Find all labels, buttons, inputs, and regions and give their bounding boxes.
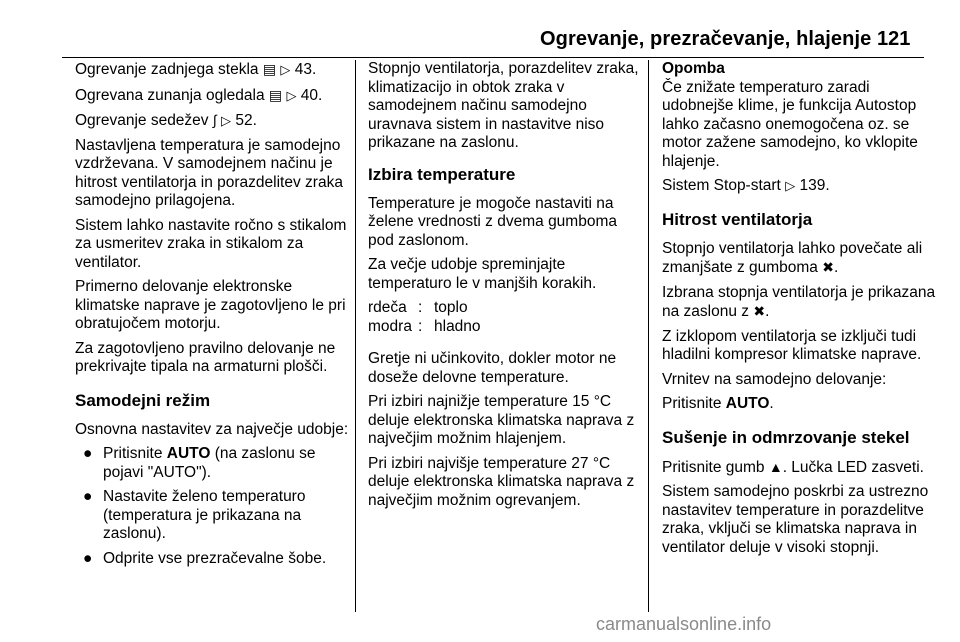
stop-start-ref: Sistem Stop-start ▷ 139. <box>662 177 830 194</box>
page-ref-arrow-icon: ▷ <box>286 87 297 103</box>
rear-window-heat-ref: Ogrevanje zadnjega stekla ▤ ▷ 43. <box>75 61 317 78</box>
paragraph-press-auto: Pritisnite AUTO. <box>662 395 774 412</box>
paragraph-auto-defrost: Sistem samodejno poskrbi za ustrezno nastavitev temperature in porazdelitve zraka, vključi se klimatska naprava in ventilator deluje v visoki stopnji. <box>662 483 929 556</box>
watermark: carmanualsonline.info <box>596 614 772 634</box>
paragraph-min-temperature: Pri izbiri najnižje temperature 15 °C deluje elektronska klimatska naprava z največjim možnim hlajenjem. <box>368 393 635 447</box>
list-item: ● Odprite vse prezračevalne šobe. <box>83 549 327 567</box>
paragraph-sensor: Za zagotovljeno pravilno delovanje ne prekrivajte tipala na armaturni plošči. <box>75 339 336 375</box>
bullet-icon: ● <box>83 549 93 567</box>
page-ref-arrow-icon: ▷ <box>785 178 796 193</box>
rear-window-heat-icon: ▤ <box>262 61 277 77</box>
heading-defrost: Sušenje in odmrzovanje stekel <box>662 427 910 447</box>
mirror-heat-ref: Ogrevana zunanja ogledala ▤ ▷ 40. <box>75 86 323 104</box>
paragraph-temperature: Nastavljena temperatura je samodejno vzdrževana. V samodejnem načinu je hitrost ventilatorja in porazdelitev zraka samodejno prilagojena. <box>75 136 343 209</box>
note-title: Opomba <box>662 60 725 77</box>
page-header <box>0 0 960 56</box>
paragraph-return-auto: Vrnitev na samodejno delovanje: <box>662 370 887 388</box>
paragraph-temperature-buttons: Temperature je mogoče nastaviti na želene vrednosti z dvema gumboma pod zaslonom. <box>368 194 617 249</box>
paragraph-fan-buttons: Stopnjo ventilatorja lahko povečate ali zmanjšate z gumboma ✖. <box>662 239 923 276</box>
column-divider-2 <box>648 60 649 612</box>
heading-fan-speed: Hitrost ventilatorja <box>662 209 813 229</box>
page-number: 121 <box>877 28 911 50</box>
note-text: Če znižate temperaturo zaradi udobnejše klime, je funkcija Autostop lahko začasno onemogočena oz. se motor zažene samodejno, ko vklopite hlajenje. <box>662 78 918 170</box>
mirror-heat-icon: ▤ <box>268 86 283 103</box>
heading-temperature-select: Izbira temperature <box>368 164 516 184</box>
table-row: modra : hladno <box>368 317 481 335</box>
page-ref-arrow-icon: ▷ <box>221 113 232 128</box>
paragraph-basic-setting: Osnovna nastavitev za največje udobje: <box>75 420 349 438</box>
fan-icon: ✖ <box>822 259 834 275</box>
windscreen-defrost-icon: ▲ <box>768 458 783 475</box>
page-title: Ogrevanje, prezračevanje, hlajenje <box>540 28 872 50</box>
seat-heat-ref: Ogrevanje sedežev ∫ ▷ 52. <box>75 112 257 129</box>
column-3 <box>662 60 937 563</box>
paragraph-press-defrost: Pritisnite gumb ▲. Lučka LED zasveti. <box>662 458 924 476</box>
bullet-icon: ● <box>83 488 93 505</box>
heading-auto-mode: Samodejni režim <box>75 390 211 410</box>
fan-icon: ✖ <box>753 303 766 319</box>
seat-heat-icon: ∫ <box>212 112 217 128</box>
column-1 <box>75 60 350 574</box>
column-divider-1 <box>355 60 356 612</box>
list-item: ● Pritisnite AUTO (na zaslonu se pojavi "AUTO"). <box>83 445 316 481</box>
paragraph-engine: Primerno delovanje elektronske klimatske naprave je zagotovljeno le pri obratujočem motorju. <box>75 278 346 332</box>
paragraph-max-temperature: Pri izbiri najvišje temperature 27 °C deluje elektronska klimatska naprava z največjim možnim ogrevanjem. <box>368 454 635 509</box>
paragraph-auto-settings: Stopnjo ventilatorja, porazdelitev zraka, klimatizacijo in obtok zraka v samodejnem načinu samodejno uravnava sistem in nastavitve niso prikazane na zaslonu. <box>368 60 639 151</box>
paragraph-small-steps: Za večje udobje spreminjajte temperaturo le v manjših korakih. <box>368 256 597 292</box>
paragraph-manual: Sistem lahko nastavite ročno s stikalom za usmeritev zraka in stikalom za ventilator. <box>75 216 347 271</box>
paragraph-fan-off: Z izklopom ventilatorja se izključi tudi hladilni kompresor klimatske naprave. <box>662 327 922 363</box>
column-2 <box>368 60 643 516</box>
table-row: rdeča : toplo <box>368 299 468 316</box>
paragraph-heating-ineffective: Gretje ni učinkovito, dokler motor ne doseže delovne temperature. <box>368 350 617 386</box>
color-table <box>368 299 481 336</box>
list-item: ● Nastavite želeno temperaturo (temperatura je prikazana na zaslonu). <box>83 488 306 542</box>
paragraph-fan-display: Izbrana stopnja ventilatorja je prikazana na zaslonu z ✖. <box>662 283 936 320</box>
header-rule <box>62 57 924 58</box>
page-ref-arrow-icon: ▷ <box>280 62 291 77</box>
bullet-icon: ● <box>83 445 93 462</box>
